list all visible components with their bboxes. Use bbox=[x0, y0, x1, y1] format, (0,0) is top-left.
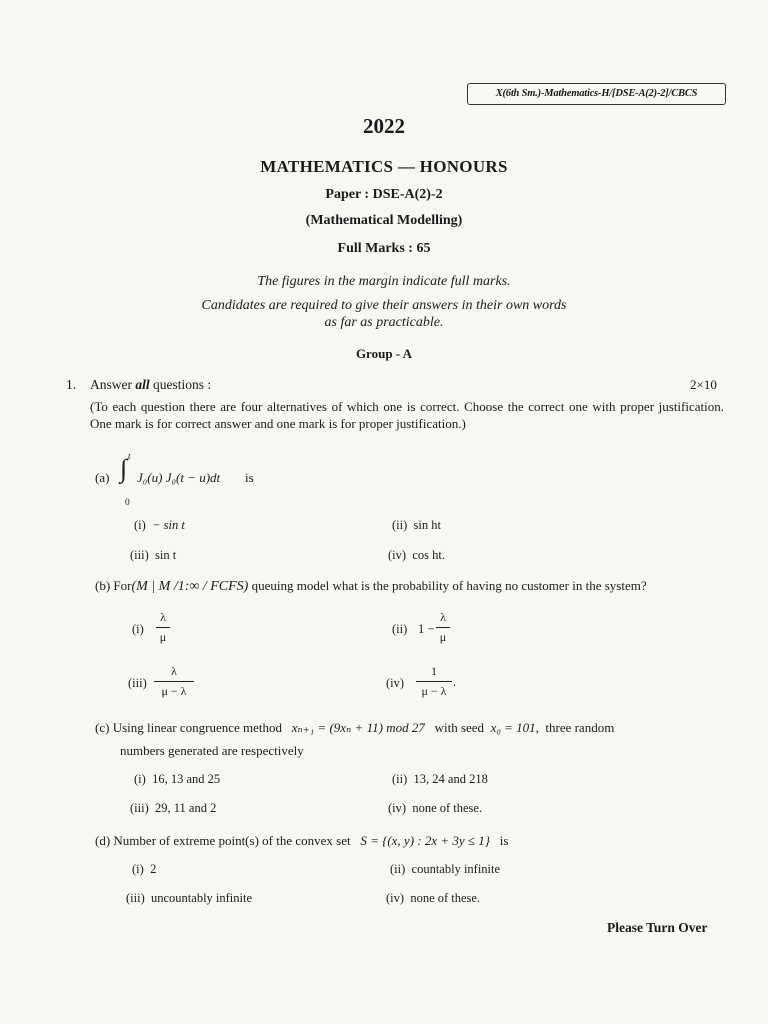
exam-year: 2022 bbox=[363, 114, 405, 138]
option-b-ii-fraction bbox=[436, 610, 450, 645]
fraction-numerator: λ bbox=[171, 664, 177, 678]
integral-lower-limit: 0 bbox=[125, 498, 130, 508]
part-b-prefix: For bbox=[113, 578, 132, 593]
part-c-text-2: with seed bbox=[434, 720, 485, 735]
fraction-denominator: μ − λ bbox=[421, 684, 447, 698]
option-text: 2 bbox=[150, 862, 157, 876]
paper-number: Paper : DSE-A(2)-2 bbox=[325, 187, 443, 202]
option-label: (iv) bbox=[388, 548, 407, 562]
group-heading: Group - A bbox=[355, 346, 413, 361]
option-b-i-label: (i) bbox=[132, 622, 144, 636]
option-label: (ii) bbox=[392, 518, 408, 532]
option-c-ii bbox=[392, 772, 488, 787]
instruction-line-2: Candidates are required to give their answers in their own words bbox=[201, 298, 567, 313]
fraction-numerator: 1 bbox=[431, 664, 437, 678]
part-c-line-2: numbers generated are respectively bbox=[120, 743, 304, 758]
option-text: 13, 24 and 218 bbox=[413, 772, 488, 786]
part-d-label: (d) bbox=[95, 833, 111, 848]
fraction-numerator: λ bbox=[160, 610, 166, 624]
option-label: (i) bbox=[134, 772, 146, 786]
fraction-numerator: λ bbox=[440, 610, 446, 624]
option-text: sin ht bbox=[413, 518, 441, 532]
part-a-suffix: is bbox=[245, 470, 254, 485]
option-text: countably infinite bbox=[411, 862, 501, 876]
option-c-iii bbox=[130, 801, 216, 816]
option-b-iii-fraction bbox=[154, 664, 194, 699]
option-text: cos ht. bbox=[412, 548, 445, 562]
option-label: (i) bbox=[134, 518, 146, 532]
integrand: J₀(u) J₀(t − u)dt bbox=[137, 470, 221, 485]
paper-title: (Mathematical Modelling) bbox=[305, 213, 463, 228]
option-a-iii bbox=[130, 548, 176, 563]
option-d-i bbox=[132, 862, 156, 877]
option-text: 29, 11 and 2 bbox=[155, 801, 217, 815]
part-c-text-3: three random bbox=[545, 720, 615, 735]
option-text: 16, 13 and 25 bbox=[152, 772, 221, 786]
question-heading-emphasis: all bbox=[135, 377, 150, 392]
fraction-denominator: μ bbox=[159, 630, 167, 644]
option-a-iv bbox=[388, 548, 445, 563]
question-heading-suffix: questions : bbox=[153, 377, 212, 392]
paper-code-label: X(6th Sm.)-Mathematics-H/[DSE-A(2)-2]/CBCS bbox=[467, 83, 726, 105]
option-a-ii bbox=[392, 518, 441, 533]
option-text: sin t bbox=[155, 548, 177, 562]
option-label: (ii) bbox=[392, 772, 408, 786]
option-label: (iv) bbox=[386, 891, 405, 905]
option-text: uncountably infinite bbox=[151, 891, 253, 905]
option-text: none of these. bbox=[410, 891, 481, 905]
queue-model: (M | M /1:∞ / FCFS) bbox=[131, 579, 249, 594]
option-b-ii-prefix: 1 − bbox=[418, 622, 435, 636]
seed-value: x₀ = 101, bbox=[490, 720, 539, 735]
question-marks: 2×10 bbox=[690, 377, 717, 392]
option-c-iv bbox=[388, 801, 482, 816]
part-a-label: (a) bbox=[95, 470, 110, 485]
question-heading bbox=[90, 377, 211, 393]
option-d-iii bbox=[126, 891, 252, 906]
option-label: (iii) bbox=[130, 801, 149, 815]
question-note: (To each question there are four alternatives of which one is correct. Choose the correct one with proper justification. One mark is for correct answer and one mark is for proper justification.) bbox=[90, 399, 724, 431]
integral-upper-limit: t bbox=[128, 452, 131, 462]
please-turn-over: Please Turn Over bbox=[607, 920, 708, 935]
option-label: (iv) bbox=[388, 801, 407, 815]
option-d-ii bbox=[390, 862, 500, 877]
option-b-iv-label: (iv) bbox=[386, 676, 405, 690]
full-marks: Full Marks : 65 bbox=[337, 241, 431, 256]
part-c-line-1 bbox=[95, 720, 614, 736]
option-b-i-fraction bbox=[156, 610, 170, 645]
question-number: 1. bbox=[66, 377, 77, 392]
part-b-text bbox=[95, 578, 647, 595]
option-b-iv-period: . bbox=[453, 675, 457, 689]
option-b-iii-label: (iii) bbox=[128, 676, 147, 690]
part-d-suffix: is bbox=[499, 833, 509, 848]
part-c-label: (c) bbox=[95, 720, 110, 735]
option-b-iv-fraction bbox=[416, 664, 452, 699]
part-d-line bbox=[95, 833, 508, 849]
part-d-text: Number of extreme point(s) of the convex set bbox=[113, 833, 351, 848]
question-heading-prefix: Answer bbox=[90, 377, 132, 392]
instruction-line-1: The figures in the margin indicate full marks. bbox=[257, 274, 511, 289]
congruence-formula: xₙ₊₁ = (9xₙ + 11) mod 27 bbox=[291, 720, 425, 735]
part-b-question: queuing model what is the probability of having no customer in the system? bbox=[251, 578, 647, 593]
option-label: (iii) bbox=[126, 891, 145, 905]
option-b-ii-label: (ii) bbox=[392, 622, 408, 636]
part-c-text-1: Using linear congruence method bbox=[112, 720, 282, 735]
option-a-i bbox=[134, 518, 185, 533]
option-d-iv bbox=[386, 891, 480, 906]
convex-set: S = {(x, y) : 2x + 3y ≤ 1} bbox=[360, 833, 491, 848]
option-c-i bbox=[134, 772, 220, 787]
option-label: (ii) bbox=[390, 862, 406, 876]
option-label: (iii) bbox=[130, 548, 149, 562]
fraction-denominator: μ bbox=[439, 630, 447, 644]
option-text: none of these. bbox=[412, 801, 483, 815]
option-text: − sin t bbox=[152, 518, 185, 532]
option-label: (i) bbox=[132, 862, 144, 876]
part-b-label: (b) bbox=[95, 578, 111, 593]
instruction-line-3: as far as practicable. bbox=[324, 315, 444, 330]
integral-sign: ∫ bbox=[120, 454, 128, 483]
fraction-denominator: μ − λ bbox=[161, 684, 187, 698]
subject-title: MATHEMATICS — HONOURS bbox=[260, 157, 508, 176]
